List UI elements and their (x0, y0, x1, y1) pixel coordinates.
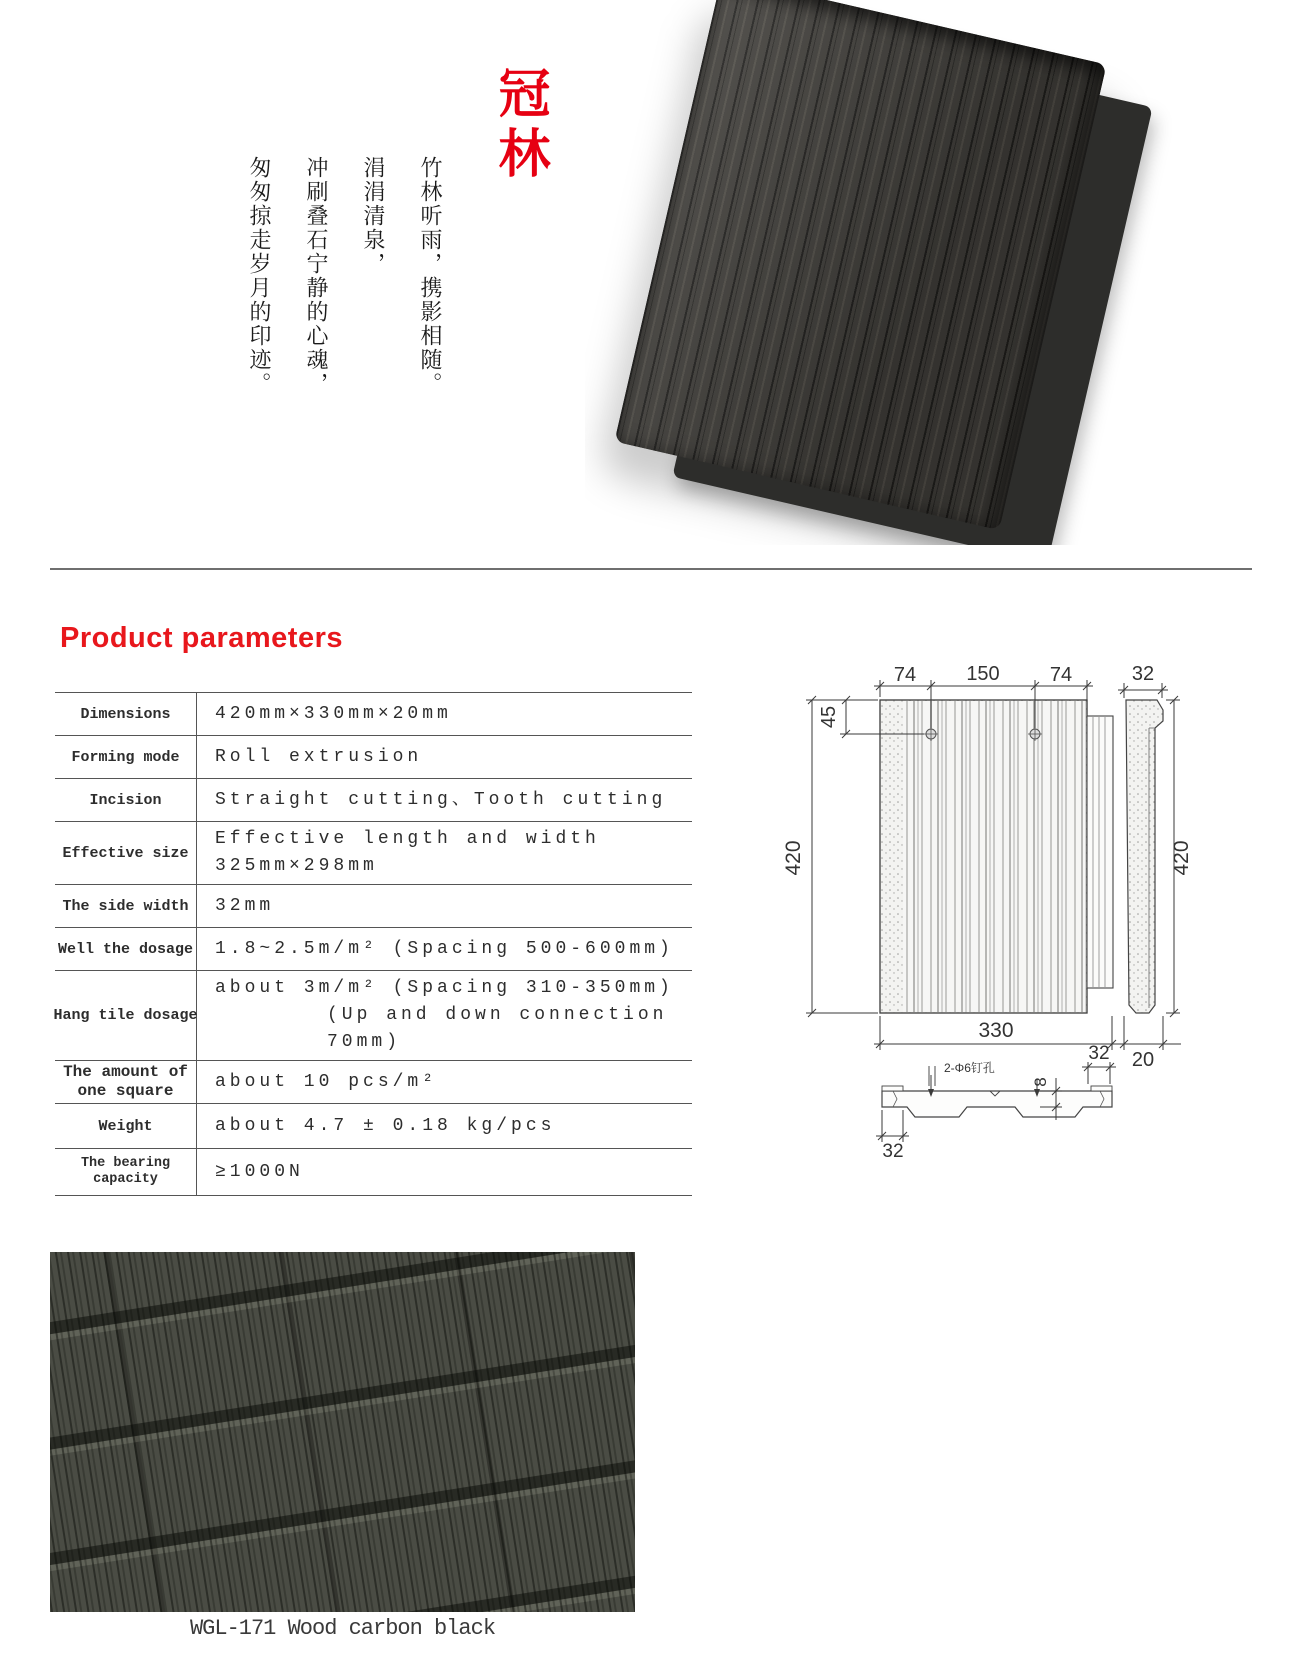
dim-label: 330 (978, 1019, 1014, 1042)
table-row (55, 928, 692, 971)
spec-value: about 3m/m² (Spacing 310-350mm) (Up and down connection 70mm) (215, 978, 674, 1052)
brand-logo: 冠林 (489, 66, 550, 186)
section-view (882, 1066, 1112, 1117)
table-row (55, 736, 692, 779)
table-row (55, 971, 692, 1061)
dim-label: 20 (1131, 1049, 1155, 1071)
table-row (55, 1104, 692, 1149)
dim-label: 150 (966, 663, 1000, 685)
front-view (880, 700, 1113, 1013)
poem-column: 冲刷叠石宁静的心魂， (303, 156, 328, 396)
spec-label: Forming mode (55, 736, 197, 778)
dim-label: 420 (1170, 840, 1193, 876)
spec-value: Straight cutting、Tooth cutting (215, 789, 667, 810)
dim-label: 32 (1131, 663, 1155, 685)
spec-value: 420mm×330mm×20mm (215, 703, 452, 724)
dim-label: 32 (1088, 1043, 1110, 1064)
table-row (55, 1061, 692, 1104)
section-divider (50, 568, 1252, 570)
dim-label: 420 (782, 840, 805, 876)
dim-label: 45 (818, 705, 840, 729)
spec-label: Well the dosage (55, 928, 197, 970)
poem-column: 竹林听雨，携影相随。 (417, 156, 442, 396)
dim-label: 74 (893, 664, 917, 686)
section-title: Product parameters (60, 622, 343, 654)
product-photo (585, 0, 1195, 545)
side-view (1126, 700, 1163, 1013)
spec-label: Dimensions (55, 693, 197, 735)
spec-table (55, 692, 692, 1196)
spec-label: Effective size (55, 822, 197, 884)
dim-label: 8 (1031, 1077, 1050, 1087)
poem-column: 匆匆掠走岁月的印迹。 (246, 156, 271, 396)
spec-label: The amount of one square (55, 1061, 197, 1103)
roof-tiles-texture (50, 1252, 635, 1612)
spec-value: about 10 pcs/m² (215, 1071, 438, 1092)
dim-label: 32 (882, 1141, 904, 1162)
table-row (55, 822, 692, 885)
table-row (55, 779, 692, 822)
table-row (55, 693, 692, 736)
nail-hole-note: 2-Φ6钉孔 (944, 1061, 995, 1075)
poem-vertical-text (230, 156, 458, 576)
spec-value: Effective length and width 325mm×298mm (215, 829, 600, 876)
poem-column: 涓涓清泉， (360, 156, 385, 276)
spec-label: The bearing capacity (55, 1149, 197, 1195)
spec-value: ≥1000N (215, 1161, 304, 1182)
table-row (55, 1149, 692, 1195)
spec-label: Hang tile dosage (55, 971, 197, 1060)
spec-label: Weight (55, 1104, 197, 1148)
photo-caption: WGL-171 Wood carbon black (189, 1616, 496, 1641)
technical-drawing (760, 640, 1210, 1170)
spec-value: about 4.7 ± 0.18 kg/pcs (215, 1115, 556, 1136)
spec-value: 1.8~2.5m/m² (Spacing 500-600mm) (215, 938, 674, 959)
dim-label: 74 (1049, 664, 1073, 686)
spec-label: Incision (55, 779, 197, 821)
spec-label: The side width (55, 885, 197, 927)
spec-value: Roll extrusion (215, 746, 423, 767)
spec-value: 32mm (215, 895, 275, 916)
table-row (55, 885, 692, 928)
roof-installation-photo (50, 1252, 635, 1612)
